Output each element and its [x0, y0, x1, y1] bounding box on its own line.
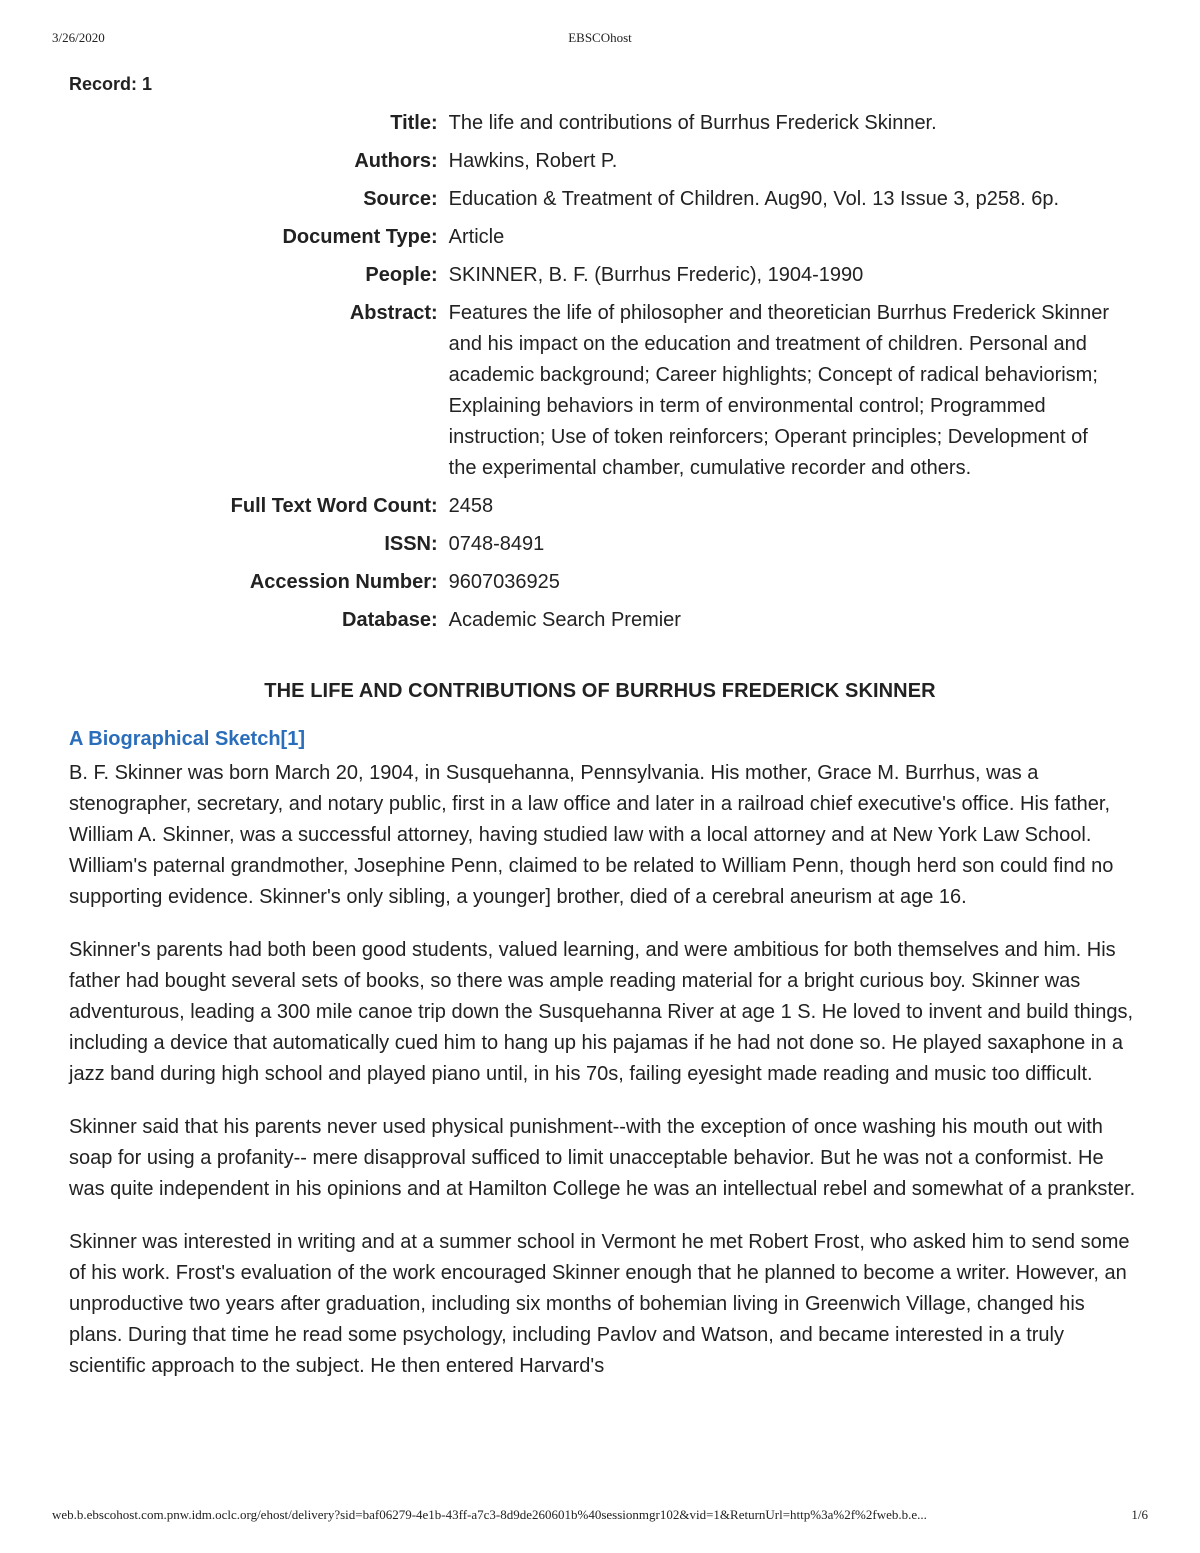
metadata-value: The life and contributions of Burrhus Frederick Skinner. — [448, 112, 937, 134]
metadata-value: Education & Treatment of Children. Aug90, Vol. 13 Issue 3, p258. 6p. — [448, 188, 1060, 210]
article-paragraph: Skinner said that his parents never used physical punishment--with the exception of once washing his mouth out with soap for using a profanity-- mere disapproval sufficed to limit unacceptable behavior. But he was not a conformist. He was quite independent in his opinions and at Hamilton College he was an intellectual rebel and somewhat of a prankster. — [69, 1116, 1136, 1200]
metadata-value: Article — [448, 226, 505, 248]
article-paragraph: Skinner's parents had both been good students, valued learning, and were ambitious for both themselves and him. His father had bought several sets of books, so there was ample reading material for a bright curious boy. Skinner was adventurous, leading a 300 mile canoe trip down the Susquehanna River at age 1 S. He loved to invent and build things, including a device that automatically cued him to hang up his pajamas if he had not done so. He played saxaphone in a jazz band during high school and played piano until, in his 70s, failing eyesight made reading and music too difficult. — [69, 939, 1134, 1085]
metadata-label: Full Text Word Count: — [230, 495, 438, 517]
page-number: 1/6 — [1131, 1507, 1148, 1522]
metadata-label: People: — [365, 264, 438, 286]
metadata-row-abstract — [60, 298, 1160, 491]
article-paragraph: B. F. Skinner was born March 20, 1904, in Susquehanna, Pennsylvania. His mother, Grace M. Burrhus, was a stenographer, secretary, and notary public, first in a law office and later in a railroad chief executive's office. His father, William A. Skinner, was a successful attorney, having studied law with a local attorney and at New York Law School. William's paternal grandmother, Josephine Penn, claimed to be related to William Penn, though herd son could find no supporting evidence. Skinner's only sibling, a younger] brother, died of a cerebral aneurism at age 16. — [69, 762, 1114, 908]
metadata-row-database — [60, 605, 1160, 643]
metadata-row-word-count — [60, 491, 1160, 529]
metadata-label: Source: — [363, 188, 438, 210]
metadata-label: Title: — [390, 112, 438, 134]
section-heading-link[interactable]: A Biographical Sketch[1] — [69, 728, 305, 750]
metadata-value: 2458 — [448, 495, 494, 517]
metadata-value: 9607036925 — [448, 571, 560, 593]
print-url: web.b.ebscohost.com.pnw.idm.oclc.org/ehost/delivery?sid=baf06279-4e1b-43ff-a7c3-8d9de260601b%40sessionmgr102&vid=1&ReturnUrl=http%3a%2f%2fweb.b.e... — [52, 1507, 927, 1522]
metadata-value: SKINNER, B. F. (Burrhus Frederic), 1904-1990 — [448, 264, 864, 286]
metadata-label: Accession Number: — [249, 571, 438, 593]
metadata-row-source — [60, 184, 1160, 222]
metadata-label: Database: — [342, 609, 438, 631]
metadata-row-authors — [60, 146, 1160, 184]
article-body — [69, 758, 1139, 1404]
metadata-value: Hawkins, Robert P. — [448, 150, 618, 172]
record-label: Record: 1 — [69, 74, 153, 94]
metadata-label: Authors: — [354, 150, 438, 172]
metadata-value: Academic Search Premier — [448, 609, 681, 631]
metadata-label: Document Type: — [282, 226, 438, 248]
record-metadata — [60, 108, 1160, 643]
print-site-name: EBSCOhost — [568, 30, 632, 45]
metadata-row-people — [60, 260, 1160, 298]
metadata-row-title — [60, 108, 1160, 146]
metadata-row-document-type — [60, 222, 1160, 260]
article-title: THE LIFE AND CONTRIBUTIONS OF BURRHUS FREDERICK SKINNER — [264, 680, 936, 702]
print-date: 3/26/2020 — [52, 30, 105, 45]
metadata-label: Abstract: — [349, 302, 438, 324]
metadata-row-issn — [60, 529, 1160, 567]
metadata-row-accession-number — [60, 567, 1160, 605]
print-footer — [0, 1507, 1200, 1527]
metadata-value: 0748-8491 — [448, 533, 545, 555]
metadata-value: Features the life of philosopher and theoretician Burrhus Frederick Skinner and his impact on the education and treatment of children. Personal and academic background; Career highlights; Concept of radical behaviorism; Explaining behaviors in term of environmental control; Programmed instruction; Use of token reinforcers; Operant principles; Development of the experimental chamber, cumulative recorder and others. — [448, 302, 1110, 479]
article-paragraph: Skinner was interested in writing and at a summer school in Vermont he met Robert Frost, who asked him to send some of his work. Frost's evaluation of the work encouraged Skinner enough that he planned to become a writer. However, an unproductive two years after graduation, including six months of bohemian living in Greenwich Village, changed his plans. During that time he read some psychology, including Pavlov and Watson, and became interested in a truly scientific approach to the subject. He then entered Harvard's — [69, 1231, 1130, 1377]
metadata-label: ISSN: — [384, 533, 438, 555]
print-header — [0, 30, 1200, 50]
